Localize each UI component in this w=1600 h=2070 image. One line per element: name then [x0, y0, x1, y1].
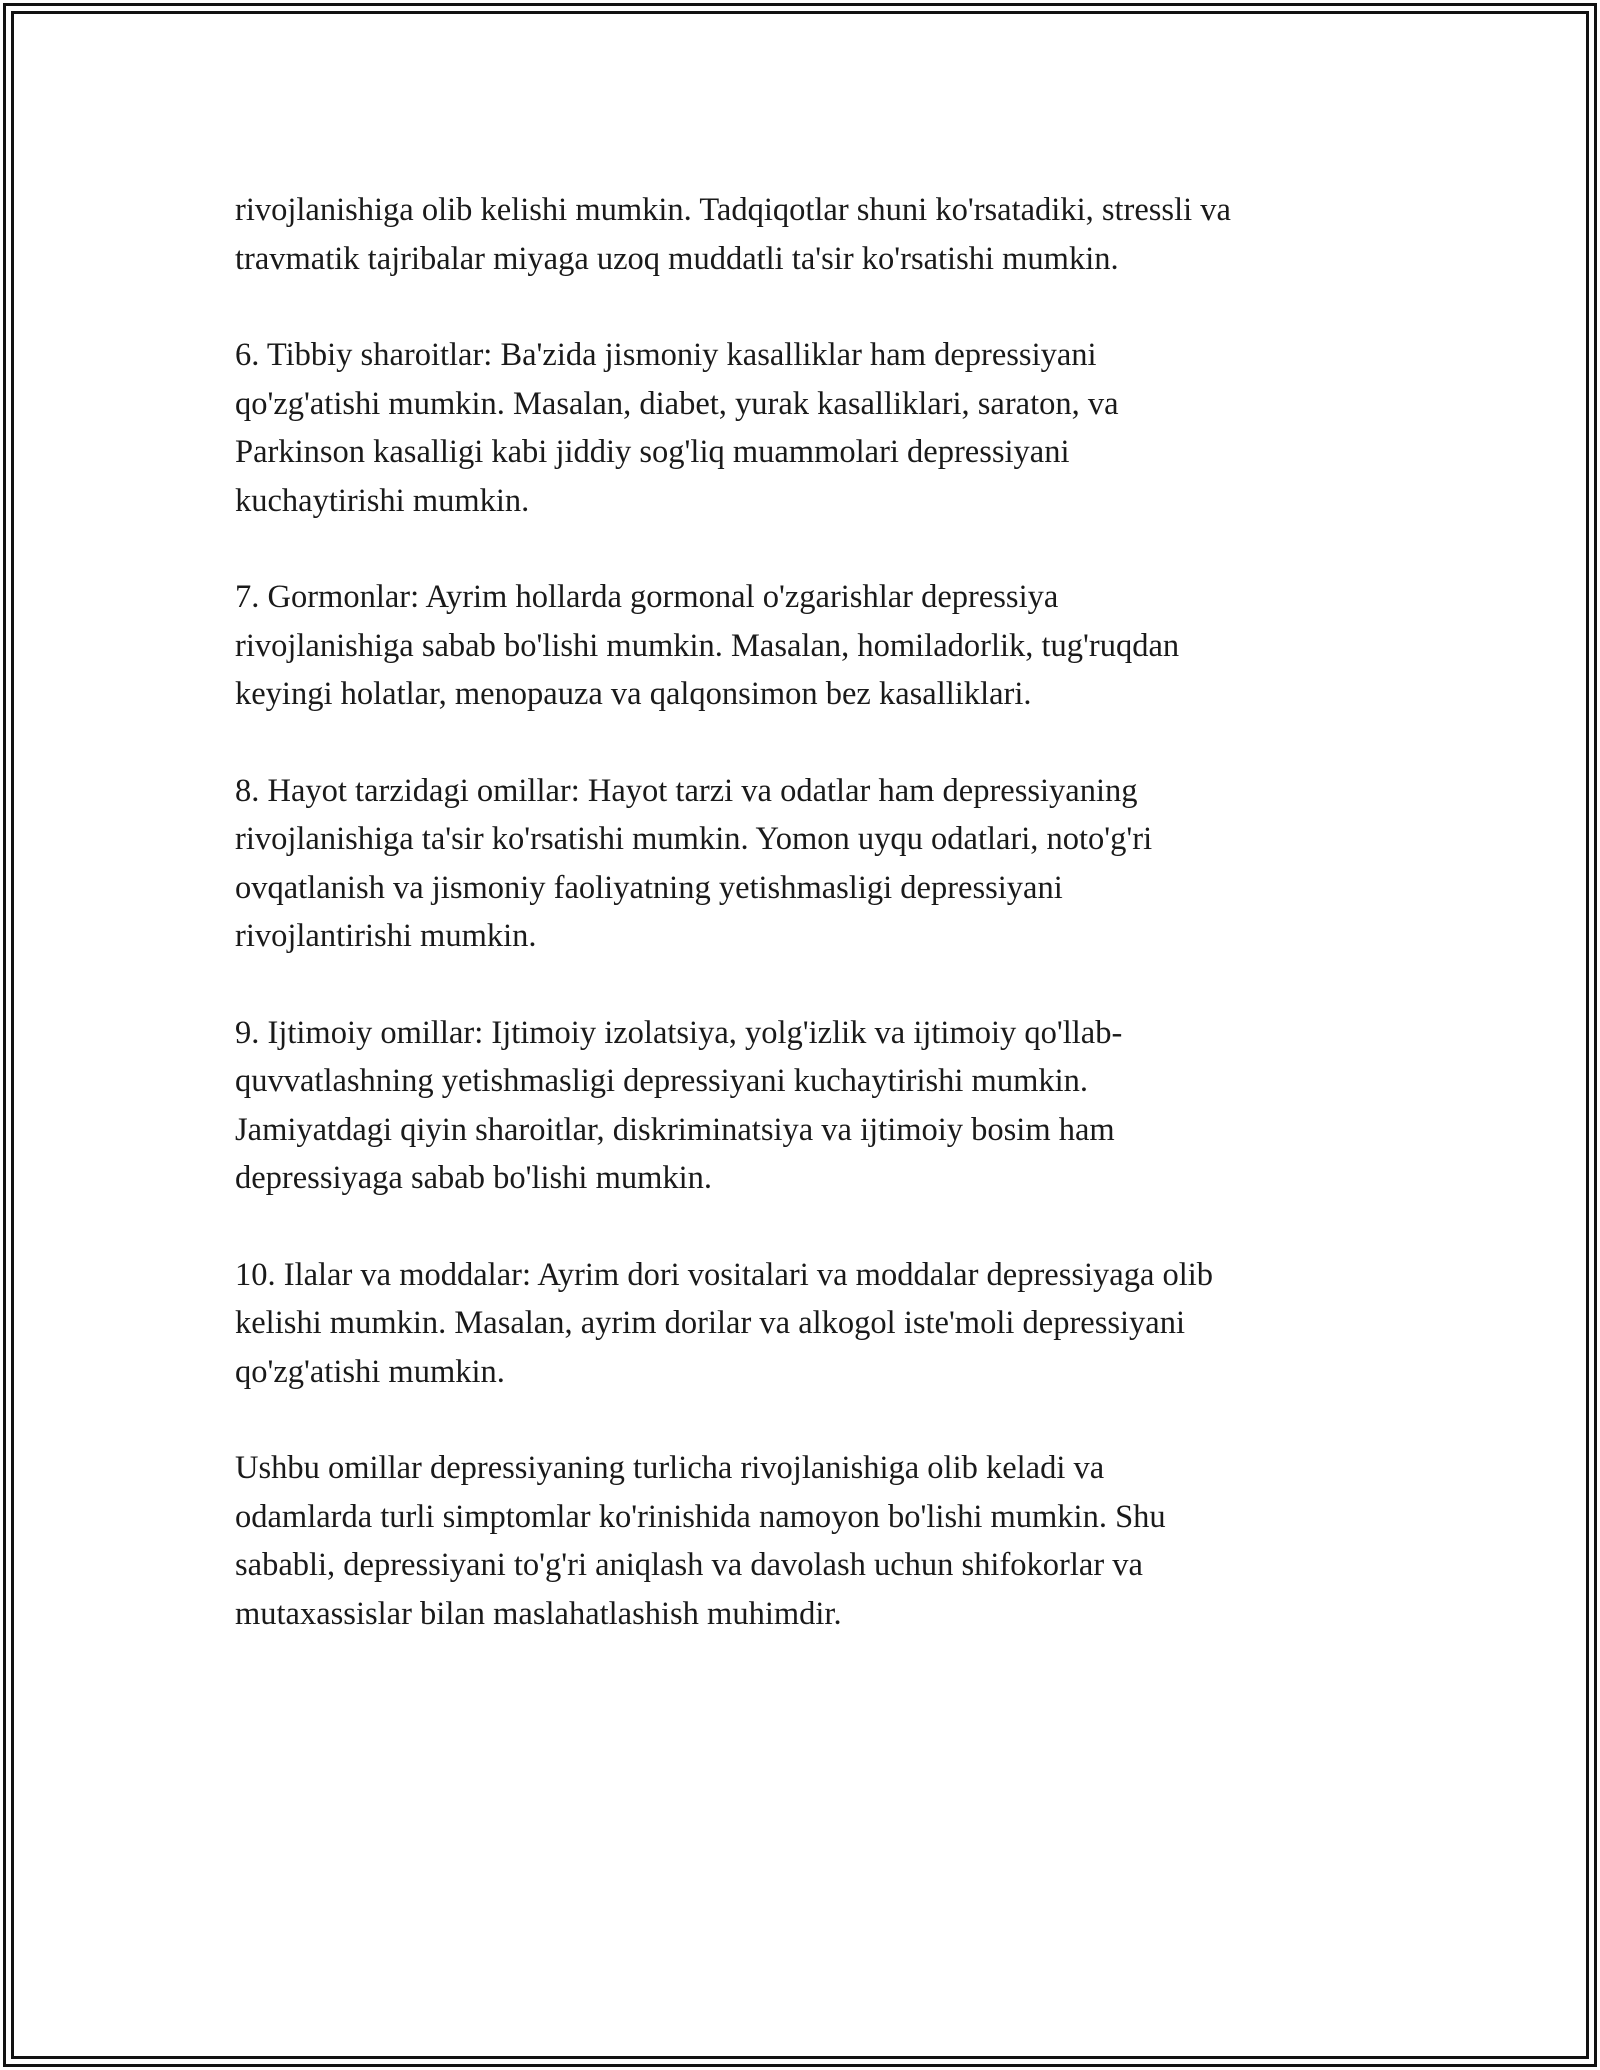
document-body: [235, 186, 1385, 1686]
paragraph-lifestyle-factors: 8. Hayot tarzidagi omillar: Hayot tarzi va odatlar ham depressiyaning rivojlanishiga ta'sir ko'rsatishi mumkin. Yomon uyqu odatlari, noto'g'ri ovqatlanish va jismoniy faoliyatning yetishmasligi depressiyani rivojlantirishi mumkin.: [235, 772, 1153, 954]
paragraph-conclusion: Ushbu omillar depressiyaning turlicha rivojlanishiga olib keladi va odamlarda turli simptomlar ko'rinishida namoyon bo'lishi mumkin. Shu sababli, depressiyani to'g'ri aniqlash va davolash uchun shifokorlar va mutaxassislar bilan maslahatlashish muhimdir.: [235, 1450, 1166, 1632]
paragraph-drugs-substances: 10. Ilalar va moddalar: Ayrim dori vositalari va moddalar depressiyaga olib kelishi mumkin. Masalan, ayrim dorilar va alkogol iste'moli depressiyani qo'zg'atishi mumkin.: [235, 1256, 1214, 1390]
paragraph-social-factors: 9. Ijtimoiy omillar: Ijtimoiy izolatsiya, yolg'izlik va ijtimoiy qo'llab- quvvatlashning yetishmasligi depressiyani kuchaytirishi mumkin. Jamiyatdagi qiyin sharoitlar, diskriminatsiya va ijtimoiy bosim ham depressiyaga sabab bo'lishi mumkin.: [235, 1014, 1123, 1196]
paragraph-medical-conditions: 6. Tibbiy sharoitlar: Ba'zida jismoniy kasalliklar ham depressiyani qo'zg'atishi mumkin. Masalan, diabet, yurak kasalliklari, saraton, va Parkinson kasalligi kabi jiddiy sog'liq muammolari depressiyani kuchaytirishi mumkin.: [235, 337, 1119, 519]
paragraph-hormones: 7. Gormonlar: Ayrim hollarda gormonal o'zgarishlar depressiya rivojlanishiga sabab bo'lishi mumkin. Masalan, homiladorlik, tug'ruqdan keyingi holatlar, menopauza va qalqonsimon bez kasalliklari.: [235, 579, 1180, 712]
paragraph-continuation: rivojlanishiga olib kelishi mumkin. Tadqiqotlar shuni ko'rsatadiki, stressli va travmatik tajribalar miyaga uzoq muddatli ta'sir ko'rsatishi mumkin.: [235, 192, 1231, 277]
